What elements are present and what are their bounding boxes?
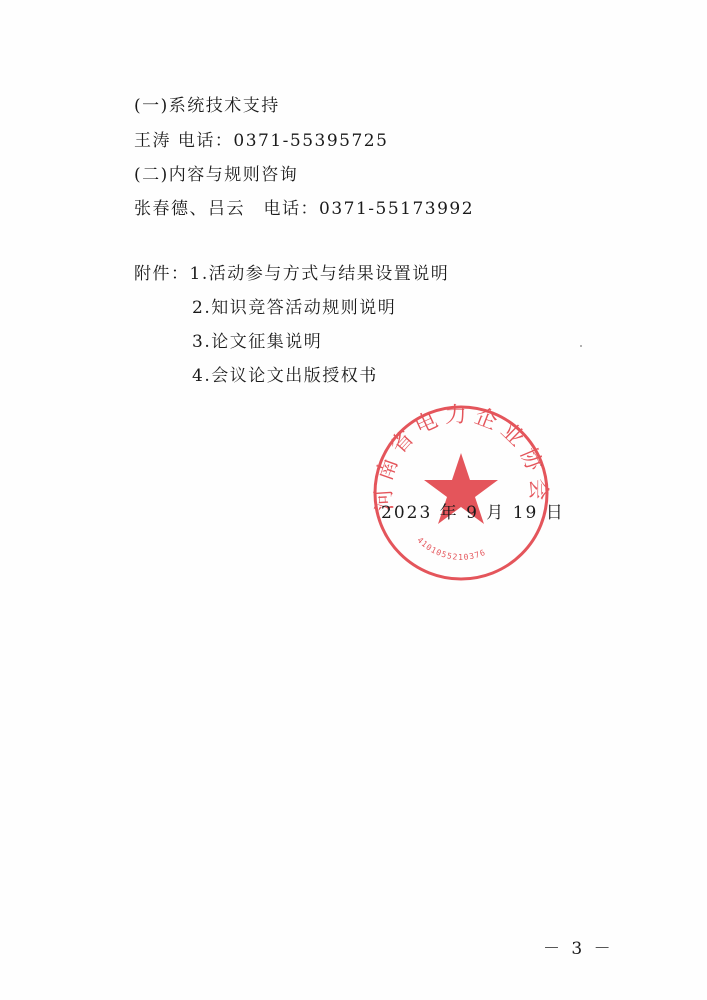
official-seal bbox=[366, 398, 556, 588]
tech-support-contact: 王涛 电话：0371-55395725 bbox=[134, 131, 389, 151]
content-rules-contact: 张春德、吕云 电话：0371-55173992 bbox=[134, 199, 475, 219]
attachment-item-2: 2.知识竞答活动规则说明 bbox=[192, 298, 397, 318]
scan-speck bbox=[580, 345, 582, 347]
section-heading-content-rules: (二)内容与规则咨询 bbox=[134, 165, 299, 185]
attachment-item-4: 4.会议论文出版授权书 bbox=[192, 366, 378, 386]
section-heading-tech-support: (一)系统技术支持 bbox=[134, 96, 280, 116]
seal-organization-text: 河南省电力企业协会 bbox=[371, 402, 551, 512]
seal-serial-number: 4101055210376 bbox=[415, 535, 488, 562]
signature-date: 2023 年 9 月 19 日 bbox=[381, 503, 565, 523]
page-number: － 3 － bbox=[543, 939, 614, 959]
attachment-item-1: 附件：1.活动参与方式与结果设置说明 bbox=[134, 264, 450, 284]
attachment-item-3: 3.论文征集说明 bbox=[192, 332, 323, 352]
